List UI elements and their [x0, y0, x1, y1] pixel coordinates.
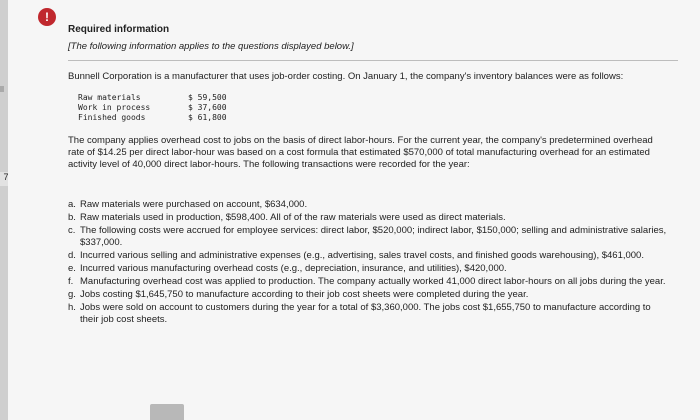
balance-value: $ 61,800 — [188, 113, 227, 122]
divider — [68, 60, 678, 61]
list-item — [68, 302, 668, 326]
list-item — [68, 263, 668, 275]
transactions-list — [68, 199, 668, 326]
table-row — [78, 93, 227, 103]
table-row — [78, 103, 227, 113]
balance-value: $ 37,600 — [188, 103, 227, 112]
item-tag: a. — [68, 199, 76, 210]
list-item — [68, 276, 668, 288]
sidebar-edge-mark — [0, 86, 4, 92]
list-item — [68, 289, 668, 301]
balance-label: Work in process — [78, 103, 151, 112]
list-item — [68, 225, 668, 249]
inventory-balances-table — [78, 93, 227, 123]
item-tag: d. — [68, 250, 76, 261]
required-note: [The following information applies to the questions displayed below.] — [68, 41, 354, 52]
item-text: Jobs costing $1,645,750 to manufacture according to their job cost sheets were completed during the year. — [80, 289, 529, 300]
item-tag: f. — [68, 276, 74, 287]
panel-content — [68, 24, 668, 327]
alert-icon: ! — [38, 8, 56, 26]
list-item — [68, 199, 668, 211]
balance-label: Raw materials — [78, 93, 141, 102]
table-row — [78, 113, 227, 123]
balance-label: Finished goods — [78, 113, 146, 122]
overhead-paragraph: The company applies overhead cost to jobs on the basis of direct labor-hours. For the current year, the company's predetermined overhead rate of $14.25 per direct labor-hour was based on a cost formula that estimated $570,000 of total manufacturing overhead for an estimated activity level of 40,000 direct labor-hours. The following transactions were recorded for the year: — [68, 135, 653, 170]
item-text: Incurred various manufacturing overhead costs (e.g., depreciation, insurance, and utilities), $420,000. — [80, 263, 507, 274]
required-title: Required information — [68, 24, 170, 35]
item-text: Raw materials used in production, $598,400. All of of the raw materials were used as direct materials. — [80, 212, 506, 223]
item-text: Manufacturing overhead cost was applied to production. The company actually worked 41,000 direct labor-hours on all jobs during the year. — [80, 276, 666, 287]
item-text: The following costs were accrued for employee services: direct labor, $520,000; indirect labor, $150,000; selling and administrative salaries, $337,000. — [80, 225, 667, 248]
item-tag: c. — [68, 225, 76, 236]
item-text: Incurred various selling and administrative expenses (e.g., advertising, sales travel costs, and finished goods warehousing), $461,000. — [80, 250, 644, 261]
bottom-tab-button[interactable] — [150, 404, 184, 420]
balance-value: $ 59,500 — [188, 93, 227, 102]
item-tag: e. — [68, 263, 76, 274]
item-text: Raw materials were purchased on account, $634,000. — [80, 199, 308, 210]
item-tag: h. — [68, 302, 76, 313]
item-tag: g. — [68, 289, 76, 300]
required-information-panel — [8, 0, 700, 420]
list-item — [68, 250, 668, 262]
question-number-tab[interactable]: 7 — [0, 172, 12, 186]
item-tag: b. — [68, 212, 76, 223]
list-item — [68, 212, 668, 224]
item-text: Jobs were sold on account to customers during the year for a total of $3,360,000. The jobs cost $1,655,750 to manufacture according to their job cost sheets. — [80, 302, 651, 325]
intro-paragraph: Bunnell Corporation is a manufacturer that uses job-order costing. On January 1, the company's inventory balances were as follows: — [68, 71, 624, 82]
